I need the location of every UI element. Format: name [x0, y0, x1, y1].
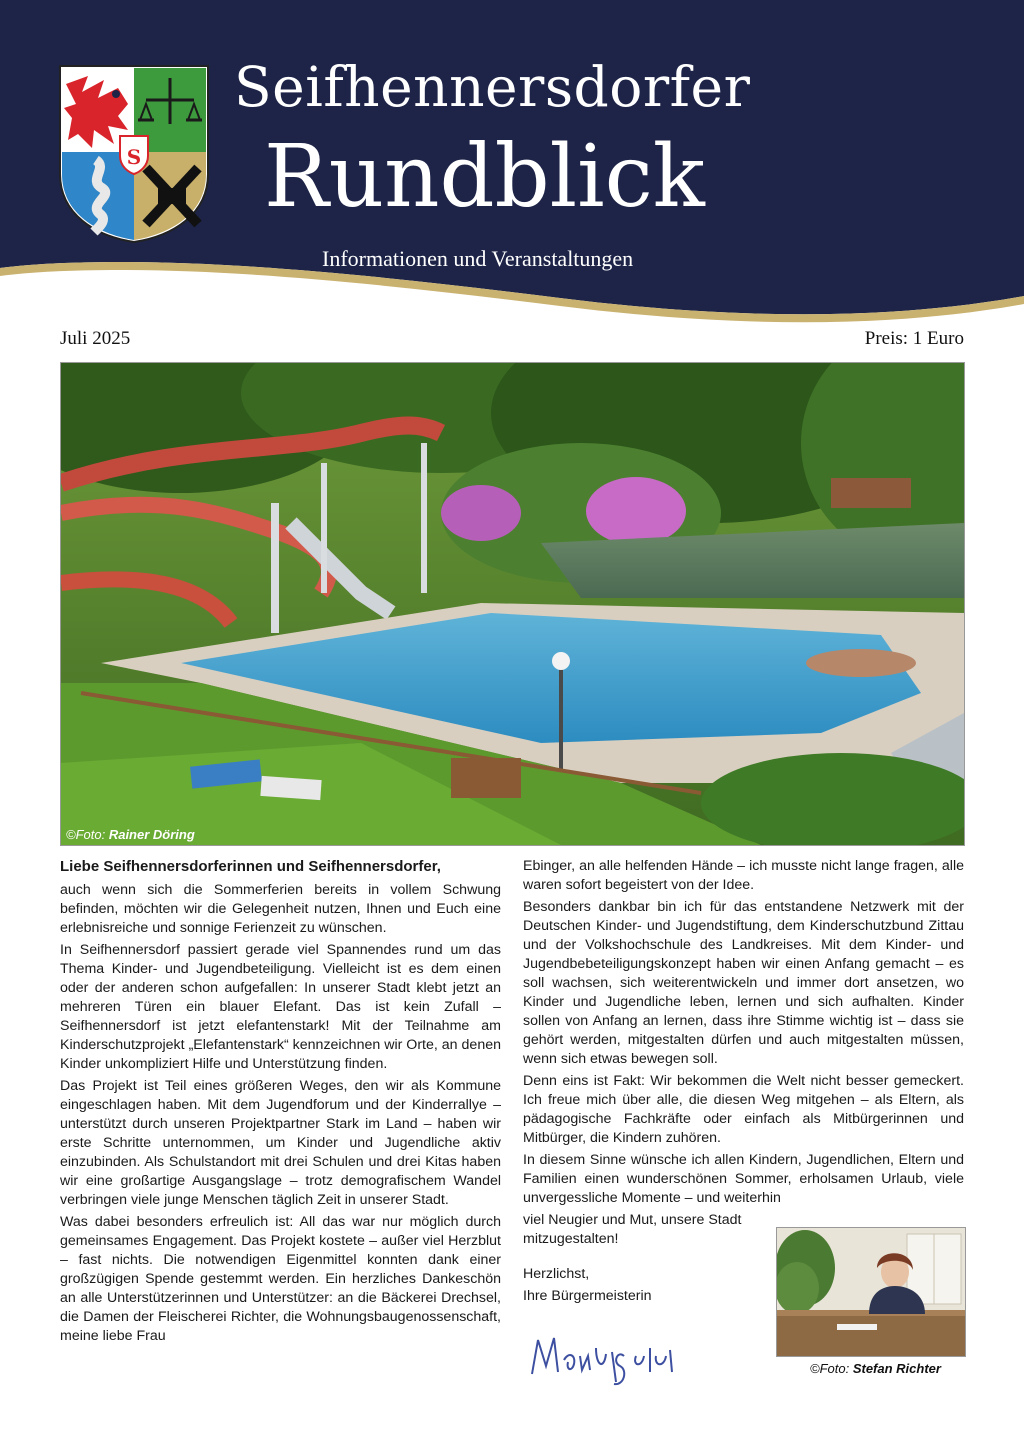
pool-photo-illustration [61, 363, 964, 845]
letter-paragraph-wrap: viel Neugier und Mut, unsere Stadt mitzugestalten! [523, 1212, 742, 1247]
coat-of-arms-icon [58, 64, 210, 244]
letter-paragraph: In diesem Sinne wünsche ich allen Kindern, Jugendlichen, Eltern und Familien einen wunderschönen Sommer, erholsamen Urlaub, viele unvergessliche Momente – und weiterhin [523, 1152, 964, 1206]
masthead [0, 0, 1024, 330]
letter-paragraph: Das Projekt ist Teil eines größeren Weges, den wir als Kommune eingeschlagen haben. Mit dem Jugendforum und der Kinderrallye – unterstützt durch unseren Projektpartner Stark im Land – haben wir erste Schritte unternommen, um Kinder und Jugendliche aktiv einzubinden. Als Schulstandort mit drei Schulen und drei Kitas haben wir eine großartige Ausgangslage – trotz demografischem Wandel verbringen viele junge Menschen täglich Zeit in unserer Stadt. [60, 1078, 501, 1208]
mayor-portrait-illustration [777, 1228, 965, 1356]
issue-date: Juli 2025 [60, 328, 131, 349]
mayor-portrait [776, 1227, 966, 1357]
letter-paragraph: In Seifhennersdorf passiert gerade viel Spannendes rund um das Thema Kinder- und Jugendbeteiligung. Vielleicht ist es dem einen oder der anderen schon aufgefallen: In unserer Stadt klebt jetzt an mehreren Türen ein blauer Elefant. Das ist kein Zufall – Seifhennersdorf ist jetzt elefantenstark! Mit der Teilnahme am Kinderschutzprojekt „Elefantenstark“ kennzeichnen wir Orte, an denen Kinder unkompliziert Hilfe und Unterstützung finden. [60, 942, 501, 1072]
letter-paragraph: Was dabei besonders erfreulich ist: All das war nur möglich durch gemeinsames Engagement. Das Projekt kostete – außer viel Herzblut – fast nichts. Die notwendigen Eigenmittel konnten dank einer großzügigen Spende gestemmt werden. Ein herzliches Dankeschön an alle Unterstützerinnen und Unterstützer: an die Bäckerei Drechsel, die Damen der Fleischerei Richter, die Wohnungsbaugenossenschaft, meine liebe Frau [60, 1214, 501, 1344]
portrait-photo-credit: ©Foto: Stefan Richter [810, 1361, 941, 1376]
masthead-subtitle: Informationen und Veranstaltungen [322, 246, 634, 271]
letter-paragraph: Besonders dankbar bin ich für das entstandene Netzwerk mit der Deutschen Kinder- und Jugendstiftung, dem Kinderschutzbund Zittau und der Volkshochschule des Landkreises. Mit dem Kinder- und Jugendbebeteiligungskonzept haben wir einen Anfang gemacht – es soll wachsen, sich weiterentwickeln und immer dort ansetzen, wo Kinder und Jugendliche leben, lernen und sich aufhalten. Kinder sollen von Anfang an lernen, dass ihre Stimme wichtig ist – dass sie gehört werden, mitgestalten dürfen und auch mitgestalten müssen, wenn sich etwas bewegen soll. [523, 899, 964, 1067]
masthead-title-main: Rundblick [264, 127, 705, 227]
letter-paragraph: Denn eins ist Fakt: Wir bekommen die Welt nicht besser gemeckert. Ich freue mich über alle, die diesen Weg mitgehen – als Eltern, als pädagogische Fachkräfte oder einfach als Mitbürgerinnen und Mitbürger, die Kindern zuhören. [523, 1073, 964, 1146]
pool-photo [60, 362, 965, 846]
letter-left-column [60, 857, 501, 1349]
masthead-title-top: Seifhennersdorfer [234, 55, 751, 119]
signature-icon [524, 1326, 684, 1400]
issue-price: Preis: 1 Euro [864, 328, 964, 349]
letter-closing: Herzlichst, [523, 1266, 590, 1282]
letter-greeting: Liebe Seifhennersdorferinnen und Seifhennersdorfer, [60, 858, 441, 875]
svg-text:S: S [126, 145, 142, 169]
letter-paragraph: auch wenn sich die Sommerferien bereits in vollem Schwung befinden, möchten wir die Gelegenheit nutzen, Ihnen und Euch eine erlebnisreiche und sonnige Ferienzeit zu wünschen. [60, 882, 501, 936]
pool-photo-credit: ©Foto: Rainer Döring [66, 827, 195, 842]
letter-paragraph: Ebinger, an alle helfenden Hände – ich musste nicht lange fragen, alle waren sofort begeistert von der Idee. [523, 858, 964, 893]
letter-closing-signer: Ihre Bürgermeisterin [523, 1288, 652, 1304]
